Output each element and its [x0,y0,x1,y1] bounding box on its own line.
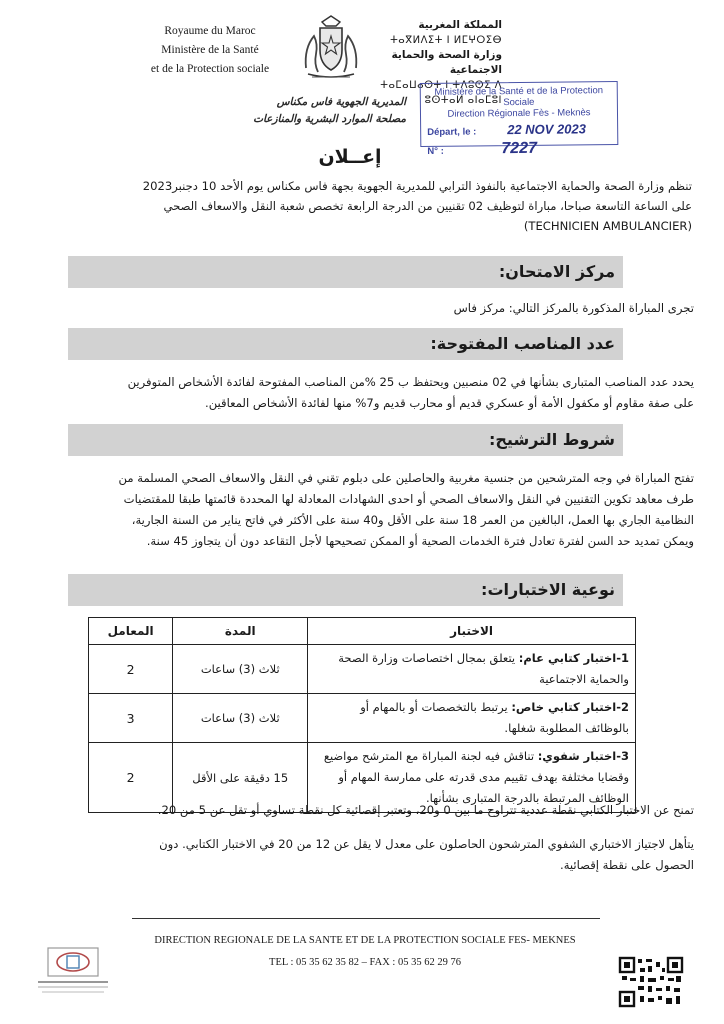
duration-cell: ثلاث (3) ساعات [173,694,308,743]
header-tz-ministry: ⵜⴰⵎⴰⵡⴰⵙⵜ ⵏ ⵜⴷⵓⵙⵉ ⴷ ⵓⵙⵜⴰⵍ ⴰⵏⴰⵎⵓⵏ [380,80,502,106]
stamp-depart-row [421,121,617,138]
header-fr-ministry: Ministère de la Santé [161,44,259,56]
col-header-coefficient: المعامل [89,618,173,645]
table-row [89,694,636,743]
test-label: 3-اختبار شفوي: [537,749,629,763]
test-desc: تناقش فيه لجنة المباراة مع المترشح مواضيع وقضايا مختلفة بهدف تقييم مدى قدرته على ممارسة المهام أو الوظائف المرتبطة بالدرجة المتبارى بشأنها. [323,749,629,805]
conditions-line3: النظامية الجاري بها العمل، البالغين من العمر 18 سنة على الأقل و40 سنة على الأكثر في فاتح يناير من السنة الجارية، [131,513,694,527]
coat-of-arms-emblem-icon [300,14,362,80]
test-label: 2-اختبار كتابي خاص: [511,700,629,714]
test-cell [308,694,636,743]
announcement-title: إعــلان [318,146,382,168]
header-fr-protection: et de la Protection sociale [150,63,270,75]
col-header-test: الاختبار [308,618,636,645]
section-heading-conditions [68,424,623,456]
conditions-line4: ويمكن تمديد حد السن لفترة تعادل فترة الخدمات الصحية أو الممكن تصحيحها لأجل التقاعد دون أن يتجاوز 45 سنة. [146,534,694,548]
section-heading-exam-center [68,256,623,288]
table-row [89,645,636,694]
intro-line3: (TECHNICIEN AMBULANCIER) [523,219,692,233]
conditions-line2: طرف معاهد تكوين التقنيين في النقل والاسعاف الصحي أو احدى الشهادات المعادلة لها المحددة قائمتها طبقا للمقتضيات [123,492,694,506]
header-ar-kingdom: المملكة المغربية [418,19,502,31]
intro-line2: على الساعة التاسعة صباحا، مباراة لتوظيف 02 تقنيين من الدرجة الرابعة تخصص شعبة النقل والاسعاف الصحي [163,199,692,213]
test-cell [308,645,636,694]
posts-line1: يحدد عدد المناصب المتبارى بشأنها في 02 منصبين ويحتفظ ب 25 %من المناصب المفتوحة لفائدة الأشخاص المتوفرين [127,375,694,389]
test-label: 1-اختبار كتابي عام: [518,651,629,665]
departure-stamp [420,81,619,158]
conditions-paragraph [28,468,694,552]
notes-paragraph-1: تمنح عن الاختبار الكتابي نقطة عددية تتراوح ما بين 0 و20، وتعتبر إقصائية كل نقطة تساوي أو تقل عن 5 من 20. [157,803,694,817]
notes-line3: الحصول على نقطة إقصائية. [560,858,694,872]
tests-table-header [89,618,636,645]
footer-contact: TEL : 05 35 62 35 82 – FAX : 05 35 62 29 76 [269,957,461,968]
ministry-logo-icon [34,946,112,996]
posts-heading-text: عدد المناصب المفتوحة: [430,334,615,353]
conditions-heading-text: شروط الترشيح: [489,430,615,449]
header-french [132,22,288,79]
qr-code-icon [618,956,684,1008]
test-desc: يتعلق بمجال اختصاصات وزارة الصحة والحماية الاجتماعية [338,651,629,686]
stamp-depart-date: 22 NOV 2023 [507,121,587,138]
header-tz-kingdom: ⵜⴰⴳⵍⴷⵉⵜ ⵏ ⵍⵎⵖⵔⵉⴱ [390,35,502,46]
footer [120,930,610,974]
stamp-number-row [421,139,617,159]
conditions-line1: تفتح المباراة في وجه المترشحين من جنسية مغربية والحاصلين على دبلوم تقني في النقل والاسعاف الصحي المسلمة من [118,471,694,485]
exam-center-heading-text: مركز الامتحان: [498,262,615,281]
stamp-depart-label: Départ, le : [427,126,477,138]
col-header-duration: المدة [173,618,308,645]
stamp-number-value: 7227 [501,139,538,158]
notes-paragraph-2 [90,834,694,876]
tests-table [88,617,636,813]
test-desc: يرتبط بالتخصصات أو بالمهام أو بالوظائف المطلوبة شغلها. [360,700,629,735]
coefficient-cell: 2 [89,743,173,813]
section-heading-tests [68,574,623,606]
footer-direction: DIRECTION REGIONALE DE LA SANTE ET DE LA PROTECTION SOCIALE FES- MEKNES [154,935,576,946]
exam-center-text: تجرى المباراة المذكورة بالمركز التالي: مركز فاس [453,301,694,315]
stamp-number-label: N° : [427,145,444,157]
tests-heading-text: نوعية الاختبارات: [481,580,615,599]
footer-divider [132,918,600,919]
posts-paragraph [30,372,694,414]
duration-cell: ثلاث (3) ساعات [173,645,308,694]
intro-line1: تنظم وزارة الصحة والحماية الاجتماعية بالنفوذ الترابي للمديرية الجهوية بجهة فاس مكناس يوم الأحد 10 دجنبر2023 [142,179,692,193]
stamp-direction: Direction Régionale Fès - Meknès [447,107,591,120]
regional-direction-ar [236,94,406,128]
header-ar-ministry: وزارة الصحة والحماية الاجتماعية [391,49,502,76]
section-heading-posts [68,328,623,360]
direction-ar-line1: المديرية الجهوية فاس مكناس [276,96,406,108]
intro-paragraph [32,176,692,236]
direction-ar-line2: مصلحة الموارد البشرية والمنازعات [253,113,406,125]
duration-cell: 15 دقيقة على الأقل [173,743,308,813]
header-fr-kingdom: Royaume du Maroc [164,25,256,37]
posts-line2: على صفة مقاوم أو مكفول الأمة أو عسكري قديم أو محارب قديم و7% منها لفائدة الأشخاص المعاقين. [205,396,694,410]
coefficient-cell: 2 [89,645,173,694]
notes-line2: يتأهل لاجتياز الاختباري الشفوي المترشحون الحاصلون على معدل لا يقل عن 12 من 20 في الاختبار الكتابي. دون [159,837,694,851]
coefficient-cell: 3 [89,694,173,743]
stamp-ministry: Ministère de la Santé et de la Protection Sociale [434,85,604,109]
